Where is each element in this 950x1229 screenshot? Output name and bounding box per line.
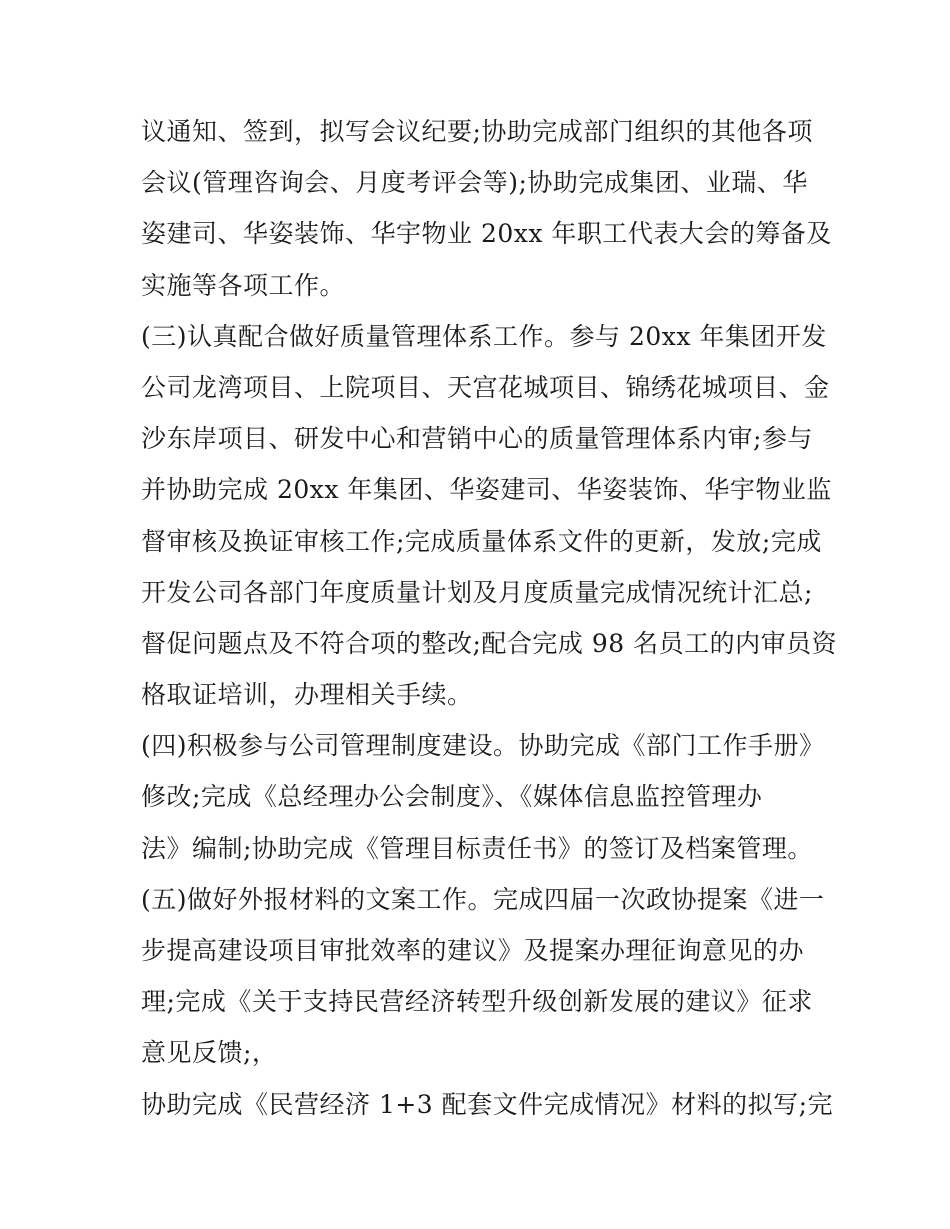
text-line-18: 理;完成《关于支持民营经济转型升级创新发展的建议》征求 [141, 987, 813, 1017]
text-line-9: 督审核及换证审核工作;完成质量体系文件的更新，发放;完成 [141, 526, 822, 556]
text-line-3: 姿建司、华姿装饰、华宇物业 20xx 年职工代表大会的筹备及 [141, 219, 832, 249]
text-line-4: 实施等各项工作。 [141, 270, 346, 300]
text-line-11: 督促问题点及不符合项的整改;配合完成 98 名员工的内审员资 [141, 628, 838, 658]
text-line-15: 法》编制;协助完成《管理目标责任书》的签订及档案管理。 [141, 833, 813, 863]
body-text [141, 106, 838, 1130]
text-line-5: (三)认真配合做好质量管理体系工作。参与 20xx 年集团开发 [141, 321, 827, 351]
text-line-10: 开发公司各部门年度质量计划及月度质量完成情况统计汇总; [141, 577, 813, 607]
text-line-13: (四)积极参与公司管理制度建设。协助完成《部门工作手册》 [141, 731, 825, 761]
text-line-1: 议通知、签到，拟写会议纪要;协助完成部门组织的其他各项 [141, 117, 813, 146]
text-line-16: (五)做好外报材料的文案工作。完成四届一次政协提案《进一 [141, 884, 825, 914]
text-line-8: 并协助完成 20xx 年集团、华姿建司、华姿装饰、华宇物业监 [141, 475, 832, 505]
text-line-2: 会议(管理咨询会、月度考评会等);协助完成集团、业瑞、华 [141, 168, 808, 198]
text-line-6: 公司龙湾项目、上院项目、天宫花城项目、锦绣花城项目、金 [141, 372, 830, 402]
text-line-7: 沙东岸项目、研发中心和营销中心的质量管理体系内审;参与 [141, 424, 813, 454]
text-line-14: 修改;完成《总经理办公会制度》、《媒体信息监控管理办 [141, 782, 763, 812]
text-line-12: 格取证培训，办理相关手续。 [141, 680, 473, 710]
text-line-20: 协助完成《民营经济 1+3 配套文件完成情况》材料的拟写;完 [141, 1089, 834, 1119]
text-line-17: 步提高建设项目审批效率的建议》及提案办理征询意见的办 [141, 936, 805, 965]
text-line-19: 意见反馈;， [141, 1038, 278, 1068]
